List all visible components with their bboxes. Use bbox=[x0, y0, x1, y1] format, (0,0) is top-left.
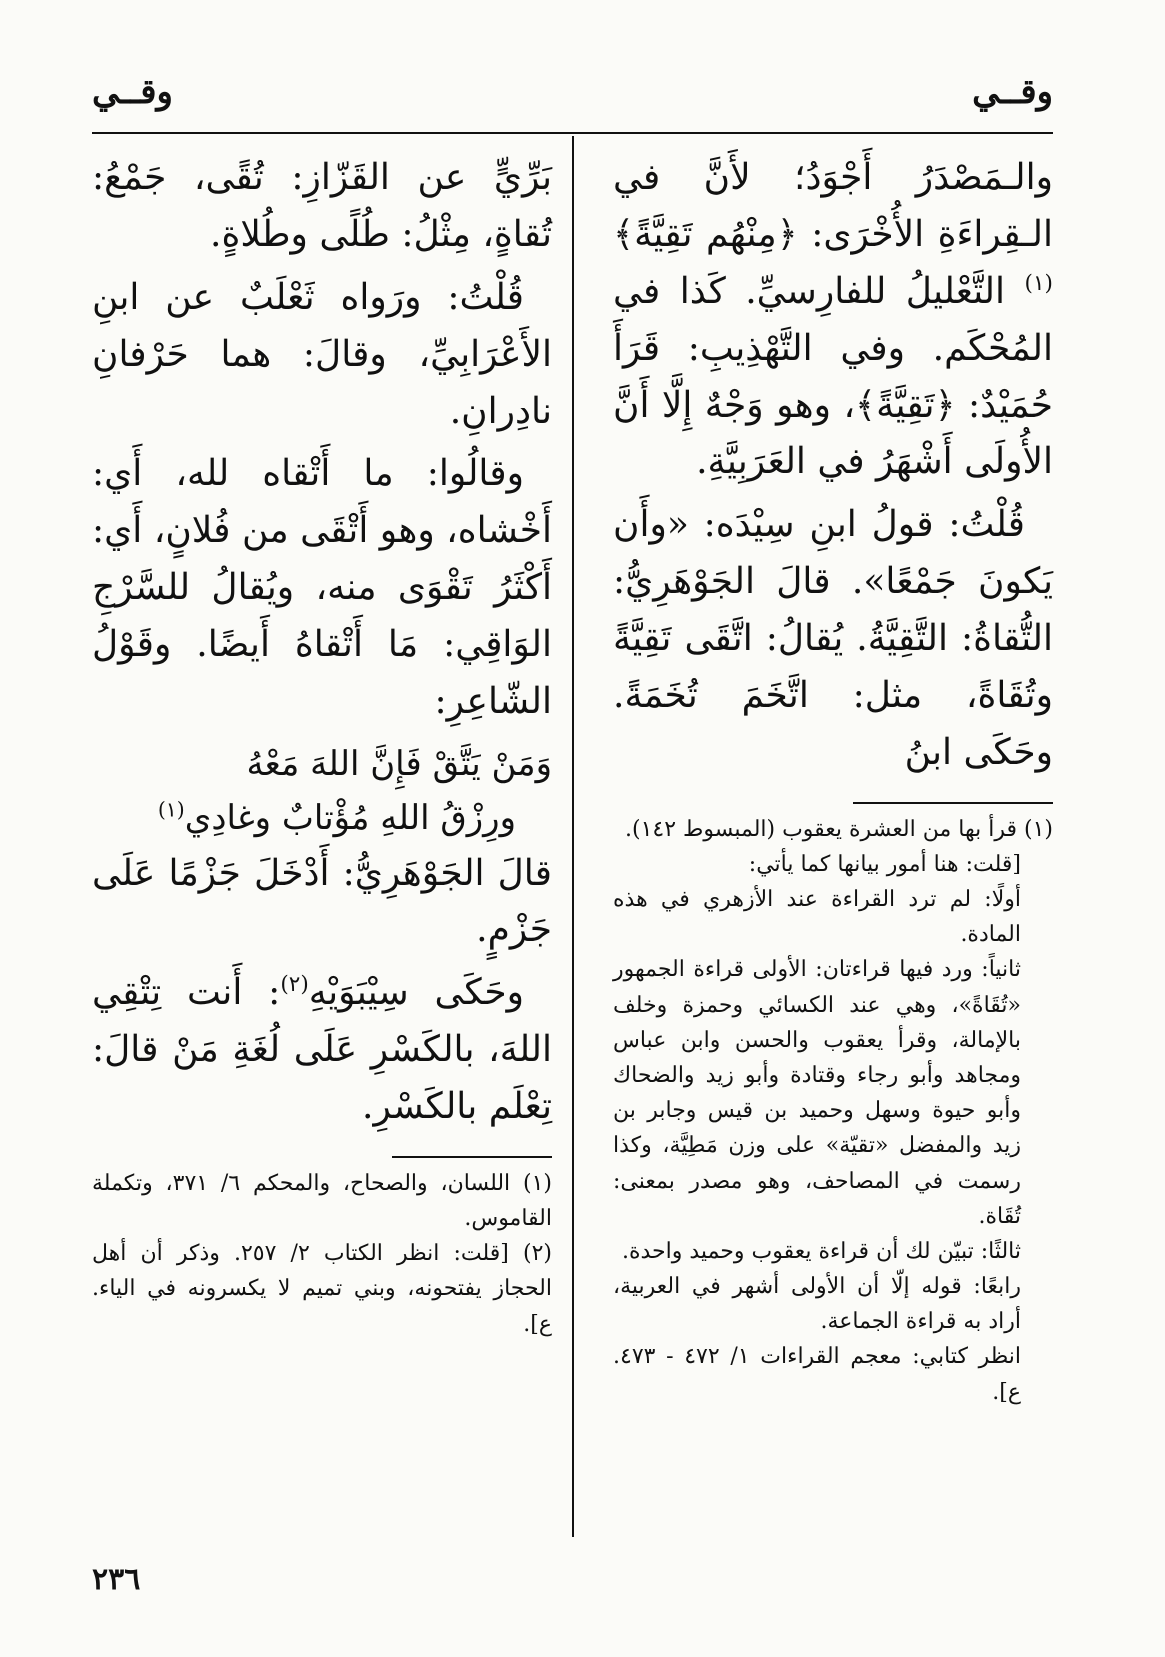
running-head-left: وقــي bbox=[92, 72, 173, 112]
verse-line-1: وَمَنْ يَتَّقْ فَإِنَّ اللهَ مَعْهُ bbox=[246, 743, 552, 784]
footnote: (١) اللسان، والصحاح، والمحكم ٦/ ٣٧١، وتكملة القاموس. bbox=[92, 1170, 552, 1232]
footnote-marker: (١) bbox=[1024, 270, 1053, 296]
paragraph: قُلْتُ: قولُ ابنِ سِيْدَه: «وأَن يَكونَ جَمْعًا». قالَ الجَوْهَرِيُّ: التُّقاةُ: التَّقِيَّةُ. يُقالُ: اتَّقَى تَقِيَّةً وتُقَاةً، مثل: اتَّخَمَ تُخَمَةً. وحَكَى ابنُ bbox=[613, 504, 1053, 773]
footnote: [قلت: هنا أمور بيانها كما يأتي: bbox=[748, 851, 1021, 877]
footnote: ثالثًا: تبيّن لك أن قراءة يعقوب وحميد واحدة. bbox=[621, 1238, 1021, 1264]
footnote-marker: (٢) bbox=[280, 972, 309, 998]
column-divider bbox=[572, 136, 574, 1537]
footnote: أولًا: لم ترد القراءة عند الأزهري في هذه المادة. bbox=[613, 887, 1021, 948]
verse-line-2: ورِزْقُ اللهِ مُؤْتابٌ وغادِي$^{(١)}$ bbox=[157, 797, 516, 839]
left-footnotes bbox=[92, 1166, 552, 1342]
footnote: (٢) [قلت: انظر الكتاب ٢/ ٢٥٧. وذكر أن أهل الحجاز يفتحونه، وبني تميم لا يكسرونه في الياء. ع]. bbox=[92, 1241, 552, 1337]
right-column bbox=[613, 150, 1053, 1410]
running-head-right: وقــي bbox=[972, 72, 1053, 112]
left-column bbox=[92, 150, 552, 1342]
header-rule bbox=[92, 132, 1053, 134]
paragraph: بَرِّيٍّ عن القَزّازِ: تُقًى، جَمْعُ: تُقاةٍ، مِثْلُ: طُلًى وطُلاةٍ. bbox=[92, 157, 552, 255]
paragraph: وحَكَى سِيْبَوَيْهِ$^{(٢)}$: أَنت تِتْقِي اللهَ، بالكَسْرِ عَلَى لُغَةِ مَنْ قالَ: تِعْلَم بالكَسْرِ. bbox=[92, 972, 552, 1128]
paragraph: قالَ الجَوْهَرِيُّ: أَدْخَلَ جَزْمًا عَلَى جَزْمٍ. bbox=[92, 852, 552, 951]
footnote-rule bbox=[392, 1156, 552, 1158]
footnote-marker: (١) bbox=[157, 797, 185, 822]
page-number: ٢٣٦ bbox=[92, 1562, 141, 1597]
footnote: ثانياً: ورد فيها قراءتان: الأولى قراءة الجمهور «تُقَاةً»، وهي عند الكسائي وحمزة وخلف بالإمالة، وقرأ يعقوب والحسن وابن عباس ومجاهد وأبو رجاء وقتادة وأبو زيد والضحاك وأبو حيوة وسهل وحميد بن قيس وجابر بن زيد والمفضل «تقيّة» على وزن مَطِيَّة، وكذا رسمت في المصاحف، وهو مصدر بمعنى: تُقَاة. bbox=[613, 957, 1021, 1229]
right-footnotes bbox=[613, 812, 1053, 1410]
footnote: انظر كتابي: معجم القراءات ١/ ٤٧٢ - ٤٧٣. ع]. bbox=[613, 1344, 1022, 1405]
page-header bbox=[92, 72, 1053, 128]
footnote: رابعًا: قوله إلّا أن الأولى أشهر في العربية، أراد به قراءة الجماعة. bbox=[613, 1274, 1021, 1335]
footnote: (١) قرأ بها من العشرة يعقوب (المبسوط ١٤٢). bbox=[624, 816, 1053, 842]
paragraph: قُلْتُ: ورَواه ثَعْلَبٌ عن ابنِ الأَعْرَابِيِّ، وقالَ: هما حَرْفانِ نادِرانِ. bbox=[92, 276, 552, 432]
paragraph: والـمَصْدَرُ أَجْوَدُ؛ لأَنَّ في الـقِراءَةِ الأُخْرَى: ﴿مِنْهُم تَقِيَّةً﴾$^{(١)}$ التَّعْليلُ للفارِسيِّ. كَذا في المُحْكَم. وفي التَّهْذِيبِ: قَرَأَ حُمَيْدٌ: ﴿تَقِيَّةً﴾، وهو وَجْهٌ إِلَّا أَنَّ الأُولَى أَشْهَرُ في العَرَبِيَّةِ. bbox=[613, 157, 1053, 483]
paragraph: وقالُوا: ما أَتْقاه لله، أَي: أَخْشاه، وهو أَتْقَى من فُلانٍ، أَي: أَكْثَرُ تَقْوَى منه، ويُقالُ للسَّرْجِ الوَاقِي: مَا أَتْقاهُ أَيضًا. وقَوْلُ الشّاعِرِ: bbox=[92, 453, 552, 722]
left-column-text bbox=[92, 150, 552, 1136]
right-column-text bbox=[613, 150, 1053, 782]
footnote-rule bbox=[853, 802, 1053, 804]
